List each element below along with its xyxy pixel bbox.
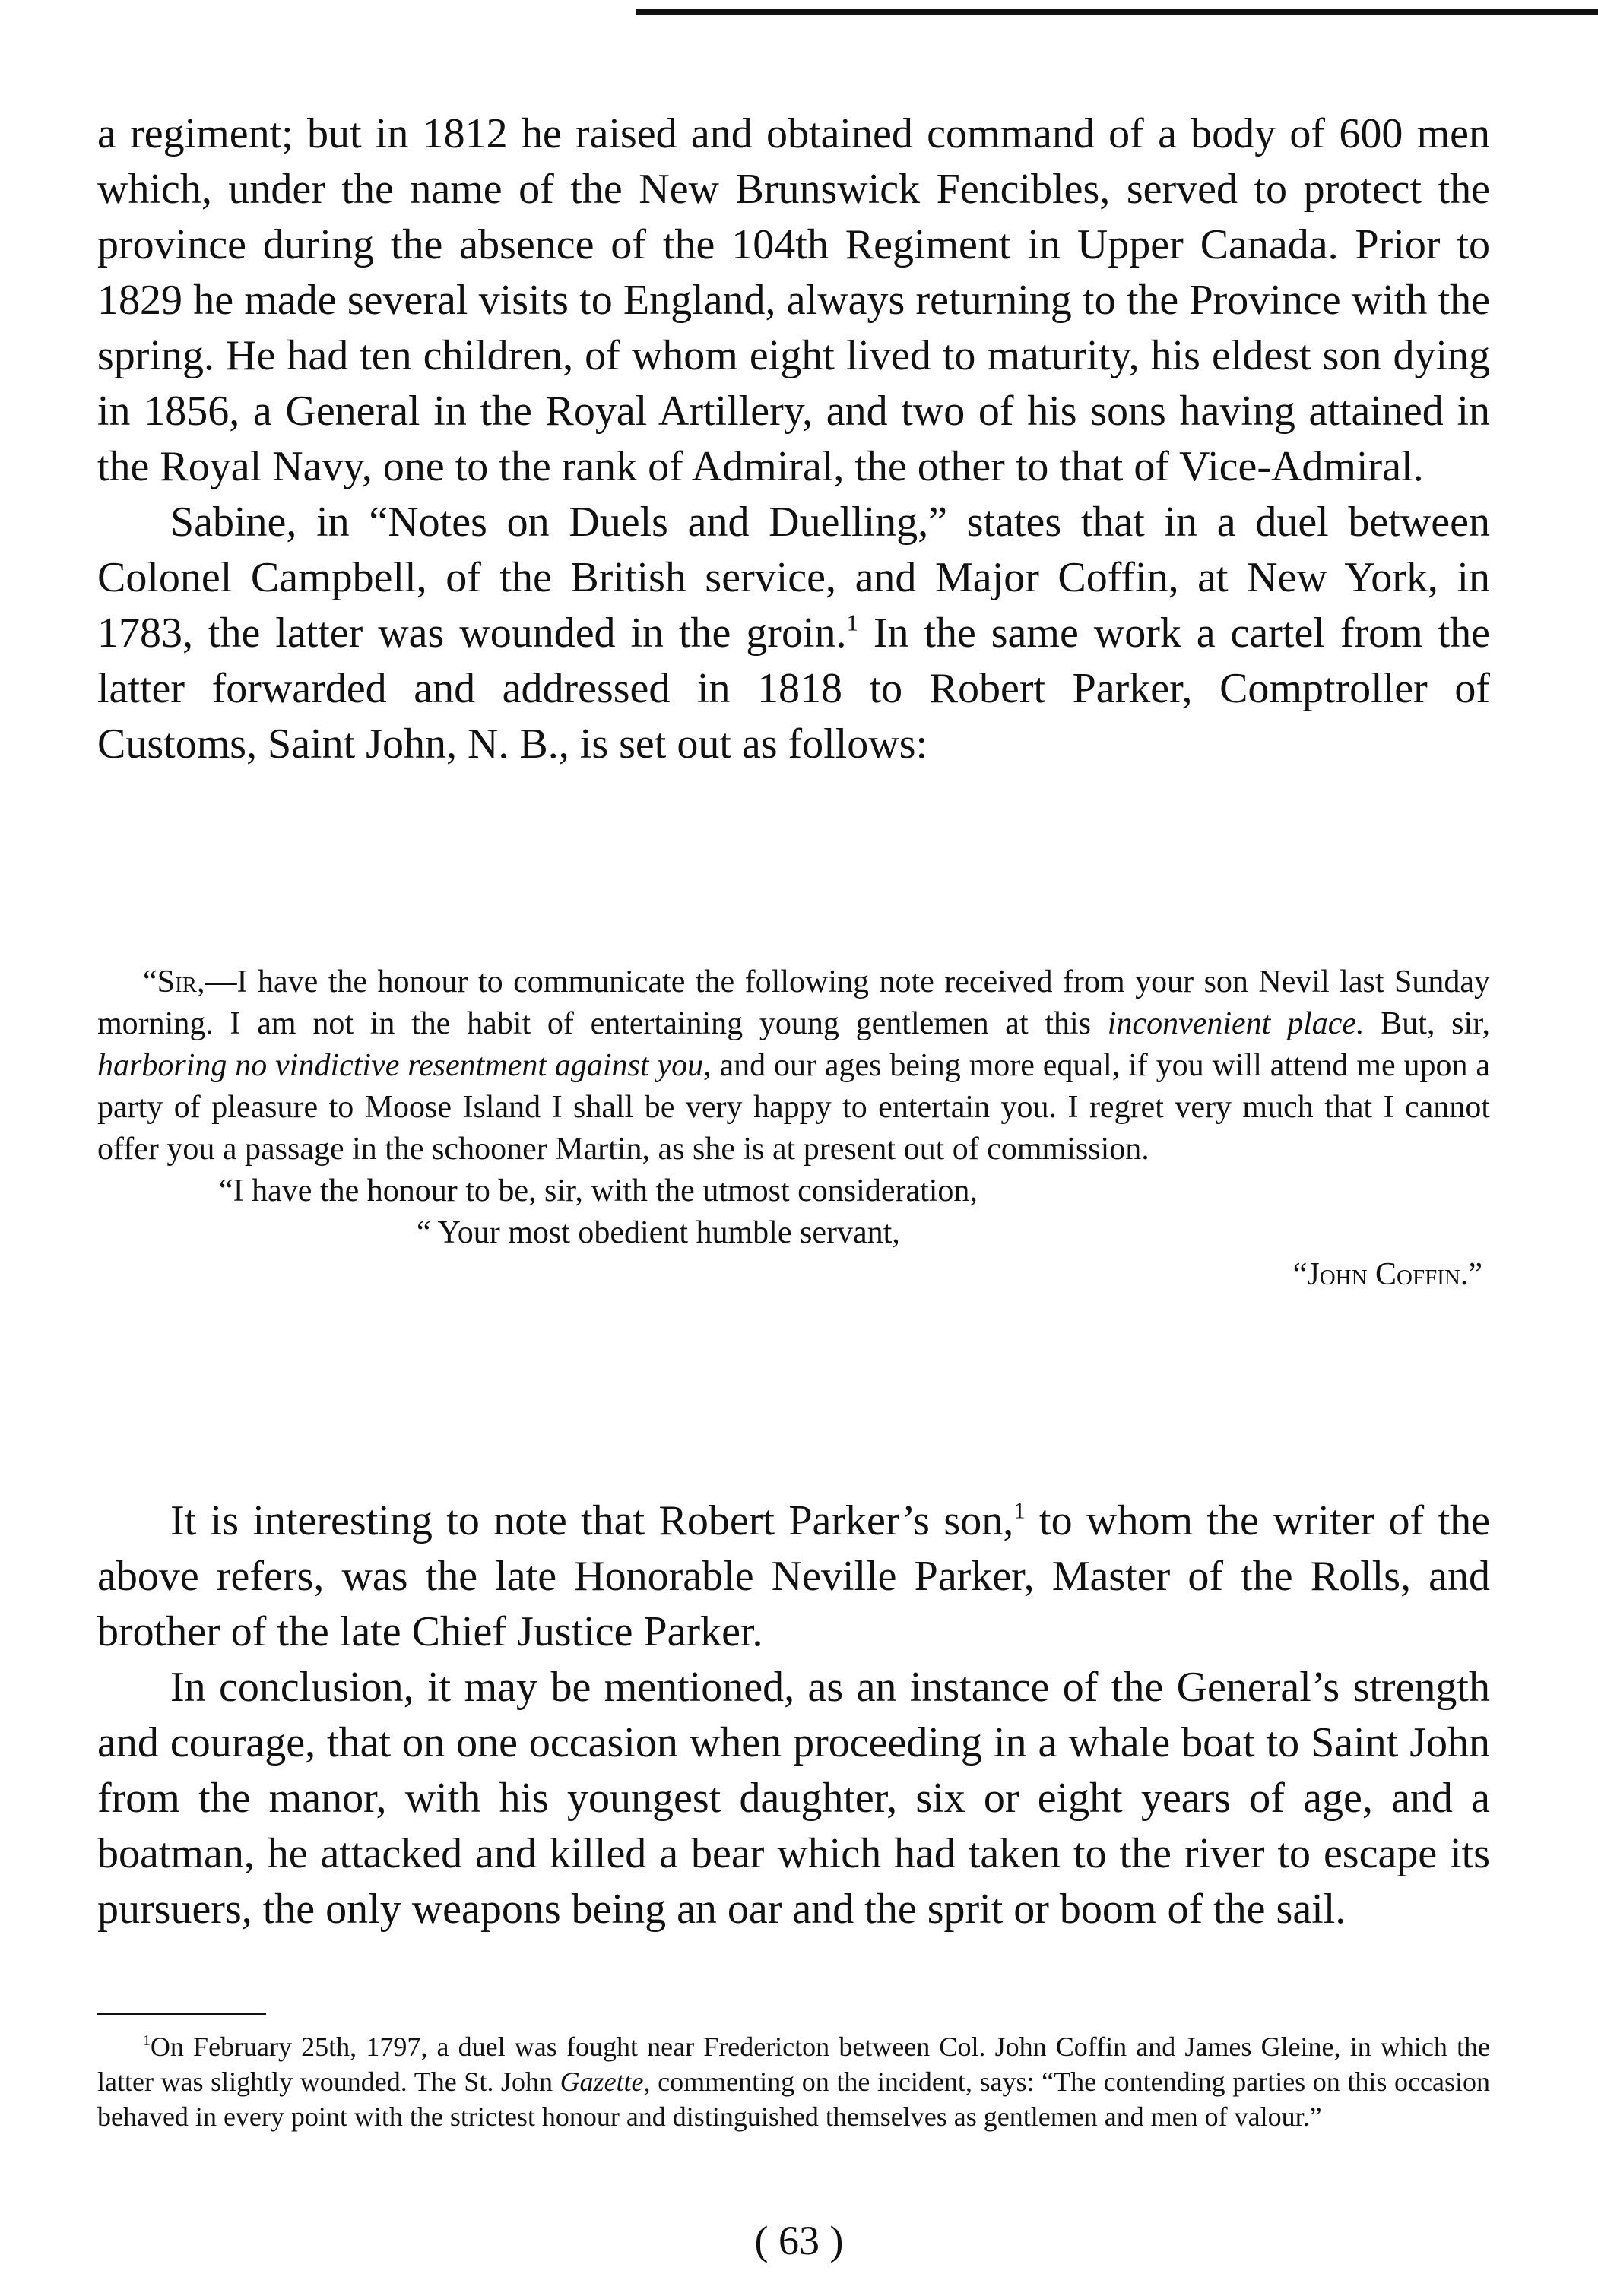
letter-quote (97, 961, 1490, 1296)
footnote-ref: 1 (846, 610, 858, 636)
page-number: ( 63 ) (754, 2218, 844, 2263)
paragraph-4 (97, 1660, 1490, 1937)
letter-closing-2: “ Your most obedient humble servant, (417, 1215, 900, 1250)
footnote-emphasis: Gazette, (560, 2066, 651, 2097)
paragraph-2 (97, 495, 1490, 772)
letter-text-1: —I have the honour to communicate the following note received from your son Nevil last Sunday morning. I am not in the habit of entertaining young gentlemen at this (97, 964, 1490, 1041)
letter-body (97, 961, 1490, 1170)
letter-salutation: Sir, (157, 964, 205, 999)
footnote-rule (97, 2013, 266, 2015)
paragraph-3-text-a: It is interesting to note that Robert Parker’s son, (170, 1497, 1014, 1544)
footnote-mark: 1 (143, 2032, 151, 2050)
letter-open-quote: “ (143, 964, 157, 999)
paragraph-3 (97, 1493, 1490, 1660)
footnote-ref: 1 (1013, 1497, 1026, 1524)
letter-emphasis-2: harboring no vindictive resentment against you, (97, 1048, 712, 1083)
paragraph-1 (97, 106, 1490, 495)
letter-closing-1: “I have the honour to be, sir, with the utmost consideration, (219, 1173, 978, 1208)
paragraph-4-text: In conclusion, it may be mentioned, as an instance of the General’s strength and courage, that on one occasion when proceeding in a whale boat to Saint John from the manor, with his youngest daughter, six or eight years of age, and a boatman, he attacked and killed a bear which had taken to the river to escape its pursuers, the only weapons being an oar and the sprit or boom of the sail. (97, 1664, 1490, 1933)
footnote-text-b: commenting on the incident, says: “The contending parties on this occasion behaved in every point with the strictest honour and distinguished themselves as gentlemen and men of valour.” (97, 2066, 1490, 2132)
body-text-continued (97, 1493, 1490, 1937)
letter-text-3: and our ages being more equal, if you will attend me upon a party of pleasure to Moose Island I shall be very happy to entertain you. I regret very much that I cannot offer you a passage in the schooner Martin, as she is at present out of commission. (97, 1048, 1490, 1167)
letter-signature: “John Coffin.” (1292, 1257, 1482, 1292)
letter-text-2: But, sir, (1364, 1006, 1490, 1041)
footnote (97, 2029, 1490, 2134)
paragraph-2-text-b: In the same work a cartel from the latter forwarded and addressed in 1818 to Robert Parker, Comptroller of Customs, Saint John, N. B., is set out as follows: (97, 610, 1491, 768)
footnote-text (97, 2029, 1490, 2134)
letter-emphasis-1: inconvenient place. (1107, 1006, 1365, 1041)
paragraph-1-text: a regiment; but in 1812 he raised and obtained command of a body of 600 men which, under the name of the New Brunswick Fencibles, served to protect the province during the absence of the 104th Regiment in Upper Canada. Prior to 1829 he made several visits to England, always returning to the Province with the spring. He had ten children, of whom eight lived to maturity, his eldest son dying in 1856, a General in the Royal Artillery, and two of his sons having attained in the Royal Navy, one to the rank of Admiral, the other to that of Vice-Admiral. (97, 110, 1490, 490)
paragraph-3-text-b: to whom the writer of the above refers, was the late Honorable Neville Parker, Master of the Rolls, and brother of the late Chief Justice Parker. (97, 1497, 1490, 1655)
paragraph-2-text-a: Sabine, in “Notes on Duels and Duelling,” states that in a duel between Colonel Campbell, of the British service, and Major Coffin, at New York, in 1783, the latter was wounded in the groin. (97, 499, 1490, 657)
top-rule (636, 9, 1598, 15)
body-text (97, 106, 1490, 772)
footnote-text-a: On February 25th, 1797, a duel was fought near Fredericton between Col. John Coffin and James Gleine, in which the latter was slightly wounded. The St. John (97, 2032, 1490, 2097)
